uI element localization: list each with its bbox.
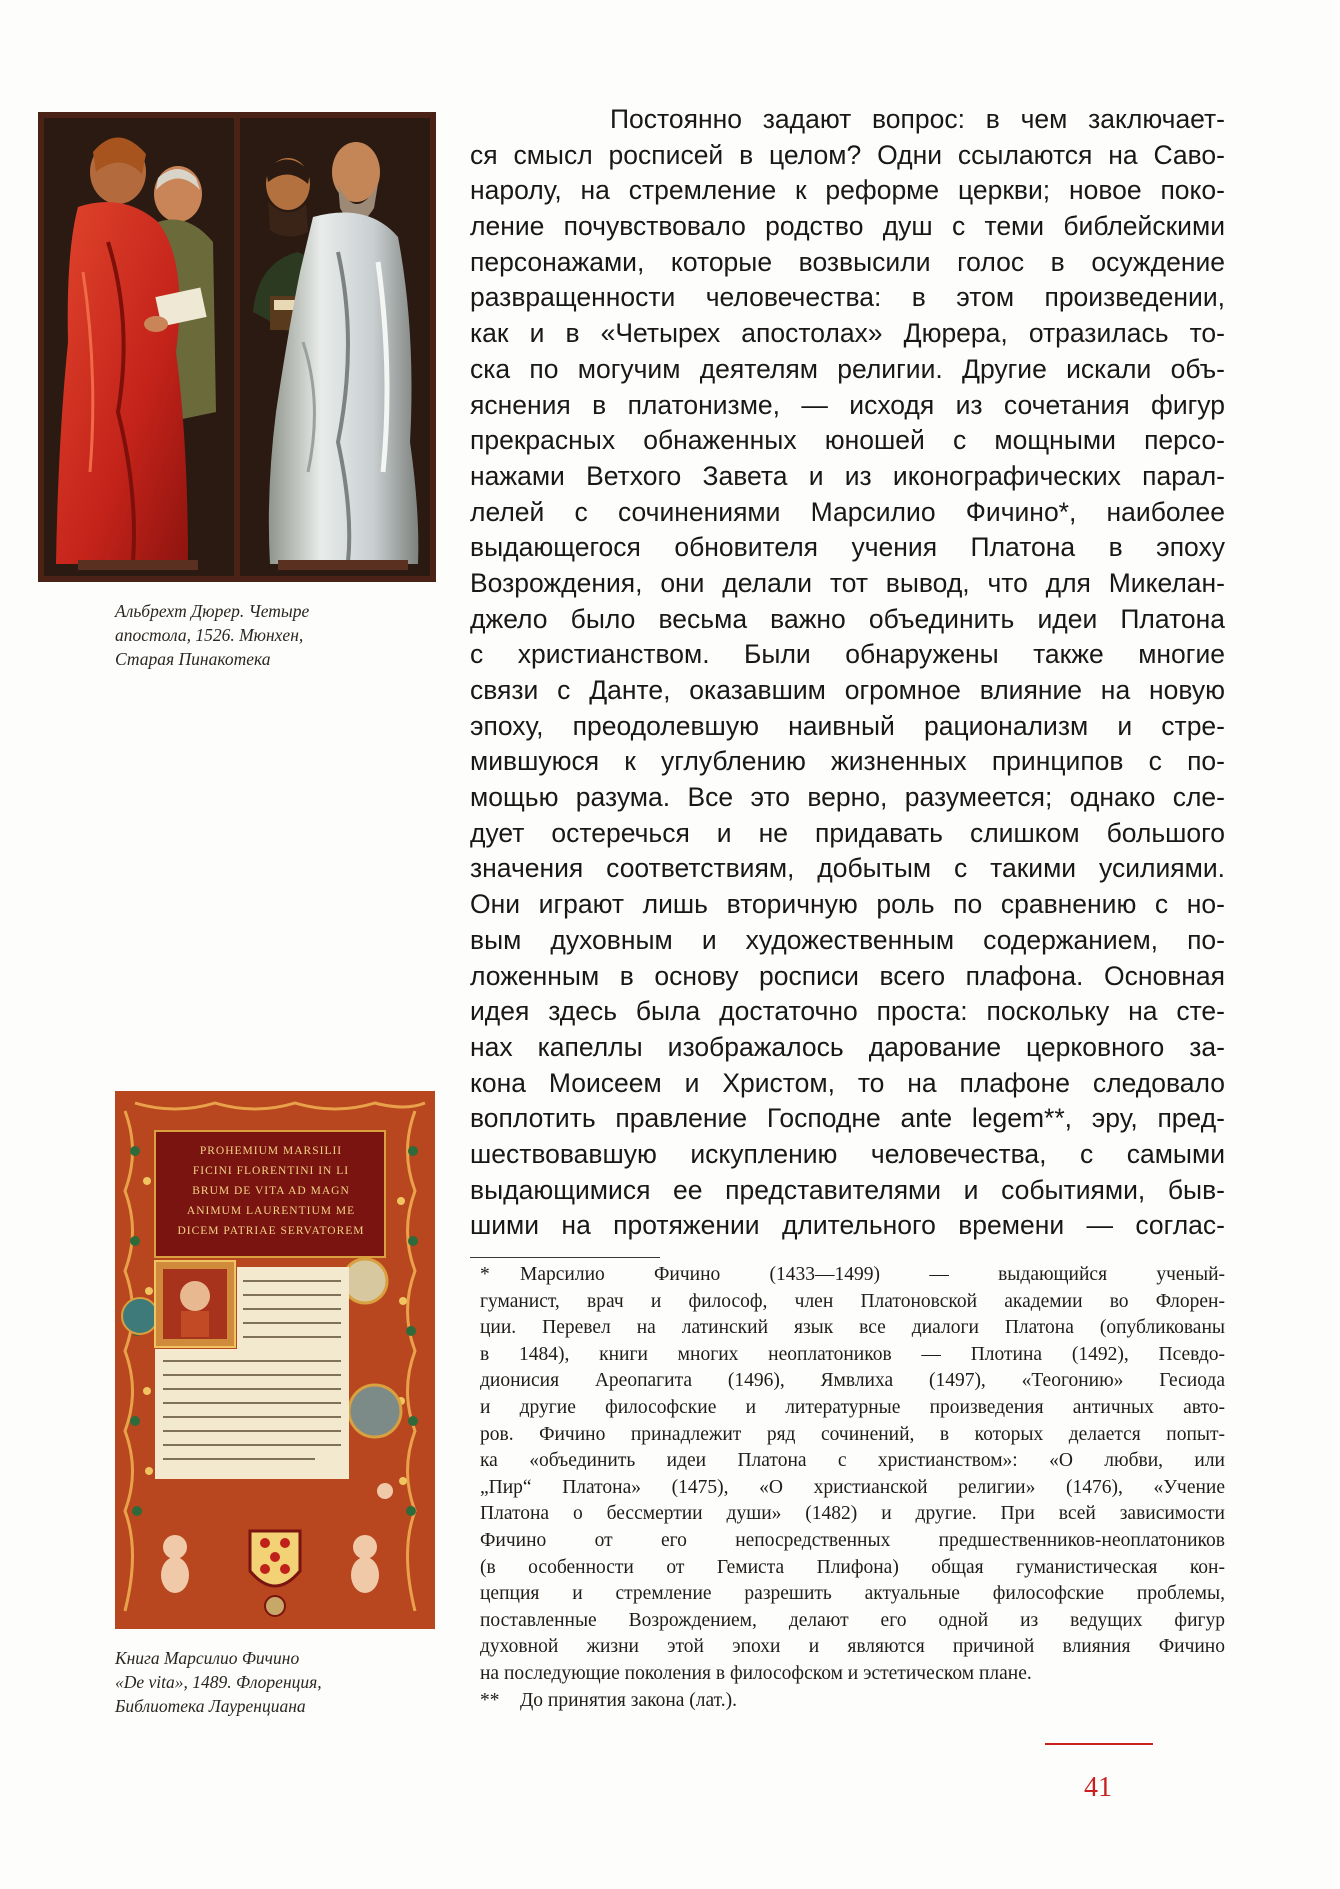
caption-line: Книга Марсилио Фичино bbox=[115, 1648, 300, 1668]
body-line: нажами Ветхого Завета и из иконографических парал- bbox=[470, 460, 1225, 491]
footnote-marker: ** bbox=[480, 1689, 500, 1711]
body-line: лелей с сочинениями Марсилио Фичино*, наиболее bbox=[470, 496, 1225, 527]
manuscript-heading-line: BRUM DE VITA AD MAGN bbox=[192, 1185, 350, 1197]
footnote-line: на последующие поколения в философском и эстетическом плане. bbox=[480, 1662, 1032, 1684]
body-line: выдающимися ее представителями и событиями, быв- bbox=[470, 1174, 1225, 1205]
body-line: эпоху, преодолевшую наивный рационализм и стре- bbox=[470, 710, 1225, 741]
body-line: Постоянно задают вопрос: в чем заключает- bbox=[610, 104, 1225, 134]
body-line: значения соответствиям, добытым с такими усилиями. bbox=[470, 853, 1225, 884]
caption-line: Библиотека Лауренциана bbox=[115, 1696, 306, 1716]
body-line: выдающегося обновителя учения Платона в эпоху bbox=[470, 532, 1225, 563]
body-line: вым духовным и художественным содержанием, по- bbox=[470, 924, 1225, 955]
body-line: шествовавшую искуплению человечества, с самыми bbox=[470, 1138, 1225, 1169]
body-line: ся смысл росписей в целом? Одни ссылаются на Саво- bbox=[470, 139, 1225, 170]
body-line: наролу, на стремление к реформе церкви; новое поко- bbox=[470, 175, 1225, 206]
body-line: кона Моисеем и Христом, то на плафоне следовало bbox=[470, 1067, 1225, 1098]
body-line: как и в «Четырех апостолах» Дюрера, отразилась то- bbox=[470, 318, 1225, 349]
body-line: с христианством. Были обнаружены также многие bbox=[470, 639, 1225, 670]
footnote-line bbox=[480, 1262, 1225, 1289]
footnote-line: в 1484), книги многих неоплатоников — Плотина (1492), Псевдо- bbox=[480, 1343, 1225, 1365]
footnote-line: гуманист, врач и философ, член Платоновской академии во Флорен- bbox=[480, 1290, 1225, 1312]
body-line: нах капеллы изображалось дарование церковного за- bbox=[470, 1031, 1225, 1062]
footnote-line: ции. Перевел на латинский язык все диалоги Платона (опубликованы bbox=[480, 1317, 1225, 1339]
body-line: ление почувствовало родство душ с теми библейскими bbox=[470, 211, 1225, 242]
body-line: связи с Данте, оказавшим огромное влияние на новую bbox=[470, 675, 1225, 705]
footnote-marker: * bbox=[480, 1264, 490, 1285]
body-line: Они играют лишь вторичную роль по сравнению с но- bbox=[470, 889, 1225, 920]
body-line: мощью разума. Все это верно, разумеется; однако сле- bbox=[470, 782, 1225, 813]
footnotes bbox=[480, 1262, 1225, 1714]
caption-line: «De vita», 1489. Флоренция, bbox=[115, 1672, 322, 1692]
body-line: Возрождения, они делали тот вывод, что для Микелан- bbox=[470, 567, 1225, 598]
body-line: персонажами, которые возвысили голос в осуждение bbox=[470, 246, 1225, 277]
footnote-text: Марсилио Фичино (1433—1499) — выдающийся ученый- bbox=[520, 1264, 1225, 1285]
body-line: джело было весьма важно объединить идеи Платона bbox=[470, 603, 1225, 634]
body-line: дует остеречься и не придавать слишком большого bbox=[470, 817, 1225, 848]
footnote-line: и другие философские и литературные произведения античных авто- bbox=[480, 1396, 1225, 1418]
ficino-manuscript bbox=[115, 1091, 435, 1629]
caption-line: апостола, 1526. Мюнхен, bbox=[115, 625, 304, 645]
body-line: воплотить правление Господне ante legem**, эру, пред- bbox=[470, 1103, 1225, 1134]
manuscript-heading bbox=[161, 1141, 381, 1241]
caption-line: Старая Пинакотека bbox=[115, 649, 271, 669]
footnote-line: дионисия Ареопагита (1496), Ямвлиха (1497), «Теогонию» Гесиода bbox=[480, 1370, 1225, 1392]
footnote-line: ров. Фичино принадлежит ряд сочинений, в которых делается попыт- bbox=[480, 1423, 1225, 1445]
footnote-line: ка «объединить идеи Платона с христианством»: «О любви, или bbox=[480, 1450, 1225, 1472]
footnote-line: „Пир“ Платона» (1475), «О христианской религии» (1476), «Учение bbox=[480, 1476, 1225, 1498]
manuscript-heading-line: ANIMUM LAURENTIUM ME bbox=[186, 1205, 356, 1217]
footnote-line: духовной жизни этой эпохи и являются причиной влияния Фичино bbox=[480, 1636, 1225, 1658]
body-line: идея здесь была достаточно проста: поскольку на сте- bbox=[470, 996, 1225, 1027]
ficino-caption bbox=[115, 1646, 322, 1718]
caption-line: Альбрехт Дюрер. Четыре bbox=[115, 601, 310, 621]
footnote-line: цепция и стремление разрешить актуальные философские проблемы, bbox=[480, 1583, 1225, 1605]
footnote-line: (в особенности от Гемиста Плифона) общая гуманистическая кон- bbox=[480, 1556, 1225, 1578]
body-line: ска по могучим деятелям религии. Другие искали объ- bbox=[470, 353, 1225, 384]
footnote-text: До принятия закона (лат.). bbox=[520, 1689, 737, 1711]
footnote-rule bbox=[470, 1257, 660, 1258]
manuscript-heading-line: PROHEMIUM MARSILII bbox=[199, 1145, 343, 1157]
body-line: яснения в платонизме, — исходя из сочетания фигур bbox=[470, 389, 1225, 420]
body-line: шими на протяжении длительного времени — соглас- bbox=[470, 1210, 1225, 1241]
body-line: мившуюся к углублению жизненных принципов с по- bbox=[470, 746, 1225, 777]
footnote-line: Платона о бессмертии души» (1482) и другие. При всей зависимости bbox=[480, 1503, 1225, 1525]
footnote-2 bbox=[480, 1688, 1225, 1715]
body-line: прекрасных обнаженных юношей с мощными персо- bbox=[470, 425, 1225, 456]
footnote-line: поставленные Возрождением, делают его одной из ведущих фигур bbox=[480, 1609, 1225, 1631]
manuscript-heading-line: DICEM PATRIAE SERVATOREM bbox=[177, 1225, 365, 1237]
page-number-rule bbox=[1045, 1743, 1153, 1745]
body-line: развращенности человечества: в этом произведении, bbox=[470, 282, 1225, 313]
durer-painting-image bbox=[38, 112, 436, 582]
durer-caption bbox=[115, 599, 309, 671]
body-line: ложенным в основу росписи всего плафона. Основная bbox=[470, 960, 1225, 991]
page-number: 41 bbox=[1084, 1772, 1112, 1803]
footnote-line: Фичино от его непосредственных предшественников-неоплатоников bbox=[480, 1529, 1225, 1551]
durer-painting bbox=[38, 112, 436, 582]
body-text bbox=[470, 102, 1225, 1244]
manuscript-heading-line: FICINI FLORENTINI IN LI bbox=[192, 1165, 350, 1177]
